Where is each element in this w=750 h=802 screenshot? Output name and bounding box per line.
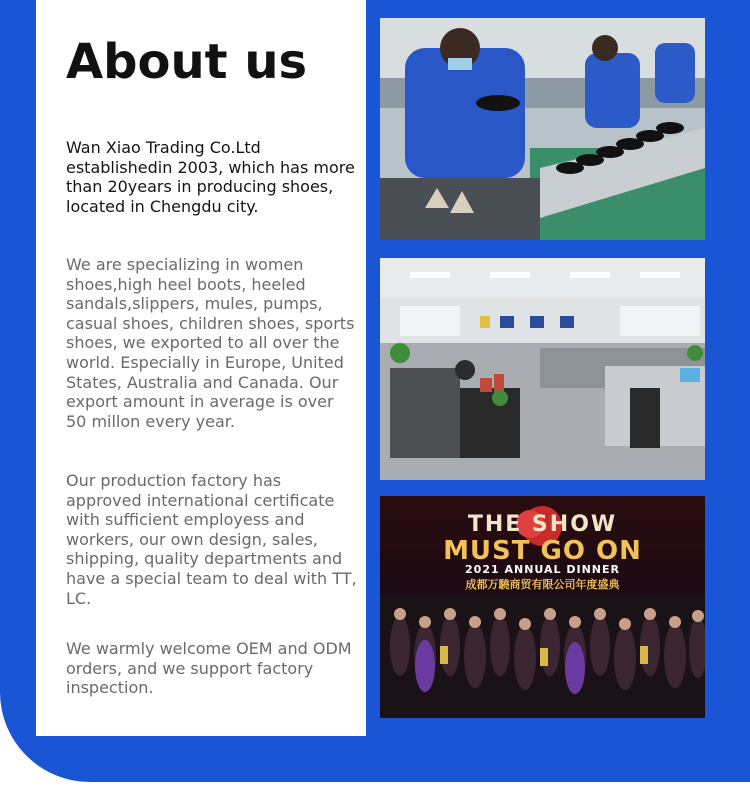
annual-dinner-photo	[380, 496, 705, 718]
office-photo	[380, 258, 705, 480]
event-line-1: THE SHOW	[467, 512, 618, 537]
factory-paragraph: Our production factory has approved international certificate with sufficient employess and workers, our own design, sales, shipping, quality departments and have a special team to deal with TT, LC.	[66, 471, 357, 608]
event-line-2: MUST GO ON	[443, 536, 642, 566]
event-line-4: 成都万驍商贸有限公司年度盛典	[465, 578, 620, 591]
welcome-paragraph: We warmly welcome OEM and ODM orders, and we support factory inspection.	[66, 639, 352, 698]
specialize-paragraph: We are specializing in women shoes,high heel boots, heeled sandals,slippers, mules, pumps, casual shoes, children shoes, sports shoes, we exported to all over the world. Especially in Europe, United States, Australia and Canada. Our export amount in average is over 50 millon every year.	[66, 255, 355, 431]
event-line-3: 2021 ANNUAL DINNER	[465, 563, 620, 576]
intro-paragraph: Wan Xiao Trading Co.Ltd establishedin 2003, which has more than 20years in producing shoes, located in Chengdu city.	[66, 138, 355, 216]
factory-production-photo	[380, 18, 705, 240]
page-title: About us	[66, 34, 308, 90]
